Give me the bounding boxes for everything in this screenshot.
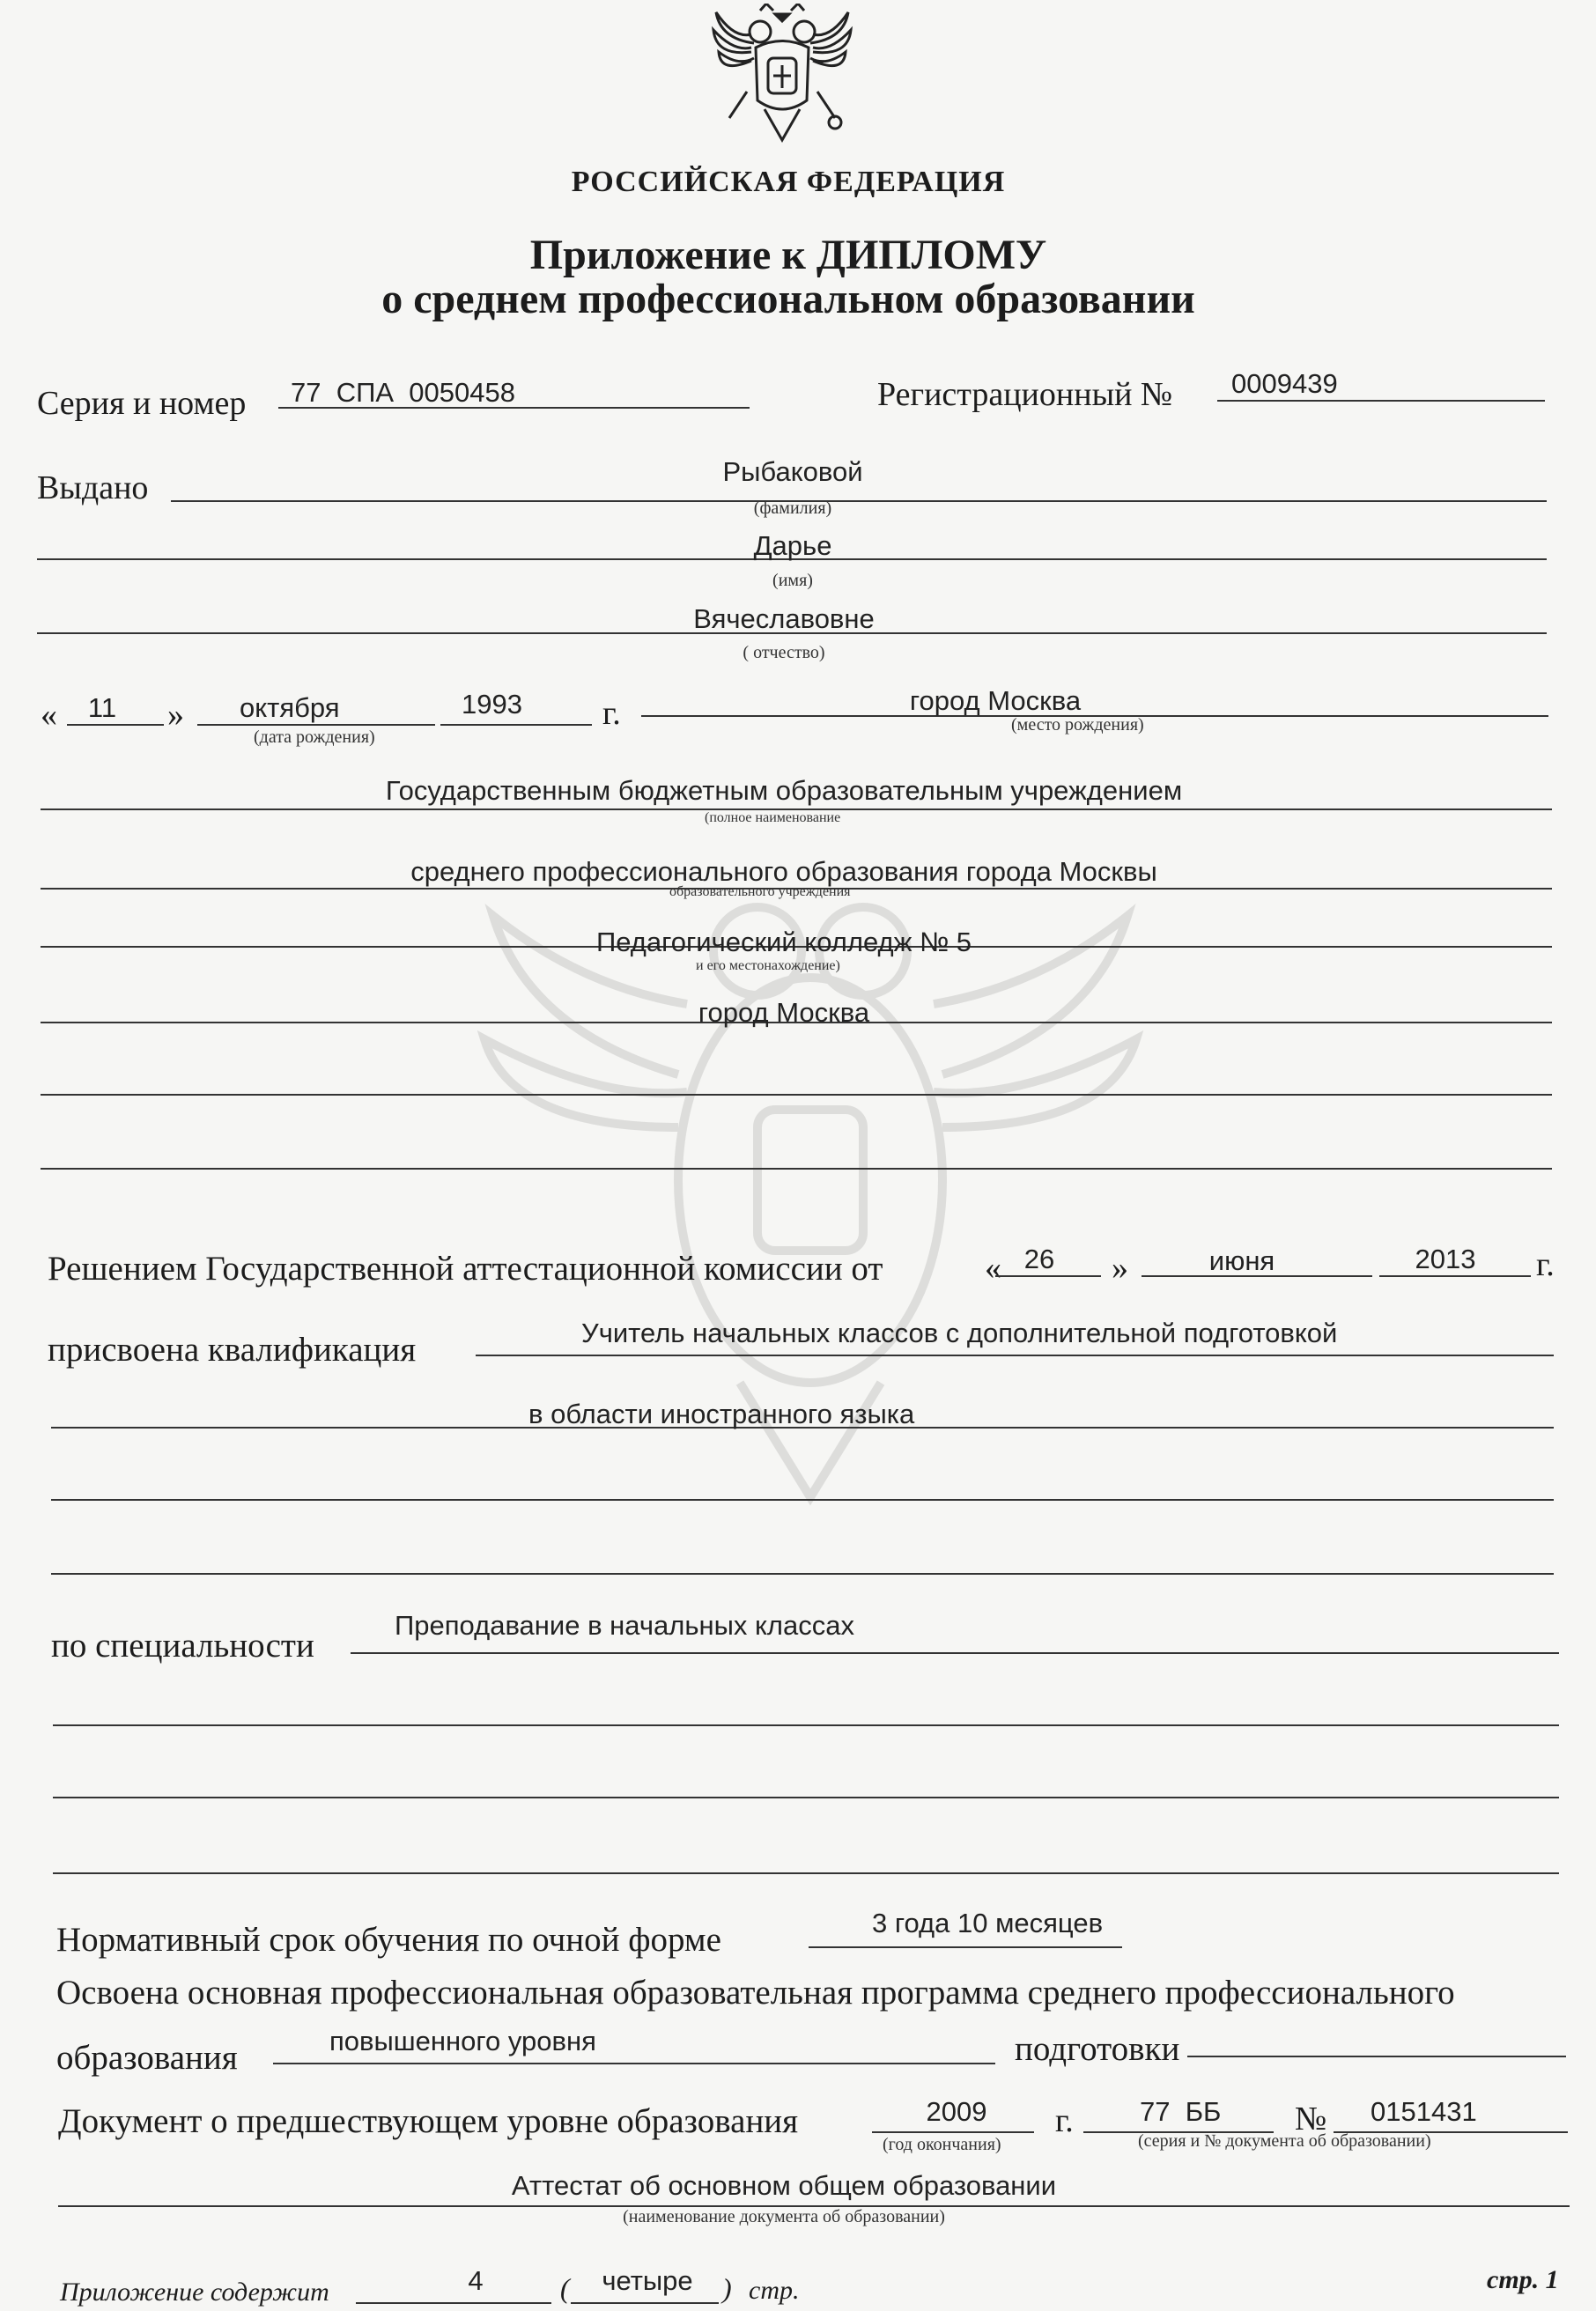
institution-line3: Педагогический колледж № 5 [595, 927, 972, 957]
document-title-line2: о среднем профессиональном образовании [381, 276, 1195, 322]
document-title-line1: Приложение к ДИПЛОМУ [529, 232, 1047, 278]
previous-doc-year: 2009 [926, 2096, 987, 2127]
name-caption: (имя) [772, 571, 813, 590]
birth-year-suffix: г. [602, 695, 621, 732]
birth-quote-open: « [41, 697, 57, 734]
decision-year: 2013 [1415, 1244, 1476, 1274]
previous-doc-series-caption: (серия и № документа об образовании) [1138, 2131, 1431, 2151]
program-level-value: повышенного уровня [329, 2026, 596, 2056]
previous-doc-series: 77 ББ [1140, 2096, 1222, 2127]
registration-label: Регистрационный № [877, 376, 1173, 413]
previous-doc-label: Документ о предшествующем уровне образования [58, 2102, 799, 2140]
qualification-line1: Учитель начальных классов с дополнительной подготовкой [581, 1318, 1338, 1348]
pages-number: 4 [468, 2265, 484, 2296]
birth-year: 1993 [462, 689, 522, 720]
page-marker: стр. 1 [1487, 2265, 1559, 2294]
registration-value: 0009439 [1231, 368, 1338, 399]
decision-label: Решением Государственной аттестационной комиссии от [48, 1250, 883, 1288]
previous-doc-name: Аттестат об основном общем образовании [511, 2170, 1057, 2201]
surname-value: Рыбаковой [722, 456, 863, 487]
specialty-value: Преподавание в начальных классах [395, 1610, 854, 1641]
pages-paren-open: ( [560, 2272, 570, 2304]
previous-doc-number-sign: № [1295, 2101, 1327, 2137]
institution-caption3: и его местонахождение) [696, 958, 840, 973]
pages-paren-close: ) [722, 2272, 732, 2304]
patronymic-caption: ( отчество) [743, 643, 825, 662]
birth-place: город Москва [909, 685, 1082, 716]
country-title: РОССИЙСКАЯ ФЕДЕРАЦИЯ [571, 166, 1006, 198]
birth-month: октября [240, 692, 340, 723]
specialty-label: по специальности [51, 1627, 314, 1665]
institution-line4: город Москва [698, 997, 870, 1028]
decision-year-suffix: г. [1536, 1246, 1555, 1283]
birth-day: 11 [87, 692, 117, 723]
surname-caption: (фамилия) [753, 498, 832, 518]
term-value: 3 года 10 месяцев [872, 1908, 1104, 1938]
program-label: Освоена основная профессиональная образовательная программа среднего профессионального [56, 1974, 1455, 2012]
education-label: образования [56, 2039, 238, 2077]
institution-caption1: (полное наименование [705, 810, 841, 825]
previous-doc-year-caption: (год окончания) [883, 2135, 1001, 2154]
institution-line2: среднего профессионального образования города Москвы [410, 856, 1157, 887]
institution-line1: Государственным бюджетным образовательным учреждением [385, 775, 1183, 806]
term-label: Нормативный срок обучения по очной форме [56, 1921, 721, 1959]
decision-month: июня [1208, 1245, 1275, 1276]
birth-quote-close: » [167, 697, 184, 734]
qualification-line2: в области иностранного языка [528, 1399, 915, 1429]
previous-doc-name-caption: (наименование документа об образовании) [623, 2207, 945, 2226]
series-value: 77 СПА 0050458 [291, 377, 515, 408]
preparation-label: подготовки [1015, 2030, 1180, 2068]
issued-label: Выдано [37, 469, 149, 506]
previous-doc-year-suffix: г. [1055, 2102, 1074, 2139]
birth-date-caption: (дата рождения) [254, 727, 375, 747]
institution-caption2: образовательного учреждения [669, 884, 851, 899]
decision-quote-open: « [985, 1250, 1001, 1287]
birth-place-caption: (место рождения) [1011, 715, 1144, 735]
pages-suffix: стр. [749, 2276, 800, 2305]
patronymic-value: Вячеславовне [693, 603, 875, 634]
decision-quote-close: » [1112, 1250, 1128, 1287]
series-label: Серия и номер [37, 385, 247, 422]
qualification-label: присвоена квалификация [48, 1331, 417, 1369]
decision-day: 26 [1023, 1244, 1055, 1274]
pages-word: четыре [602, 2265, 693, 2296]
name-value: Дарье [753, 530, 832, 561]
coat-of-arms-icon [712, 4, 853, 149]
contains-label: Приложение содержит [60, 2278, 329, 2307]
previous-doc-number: 0151431 [1371, 2096, 1477, 2127]
